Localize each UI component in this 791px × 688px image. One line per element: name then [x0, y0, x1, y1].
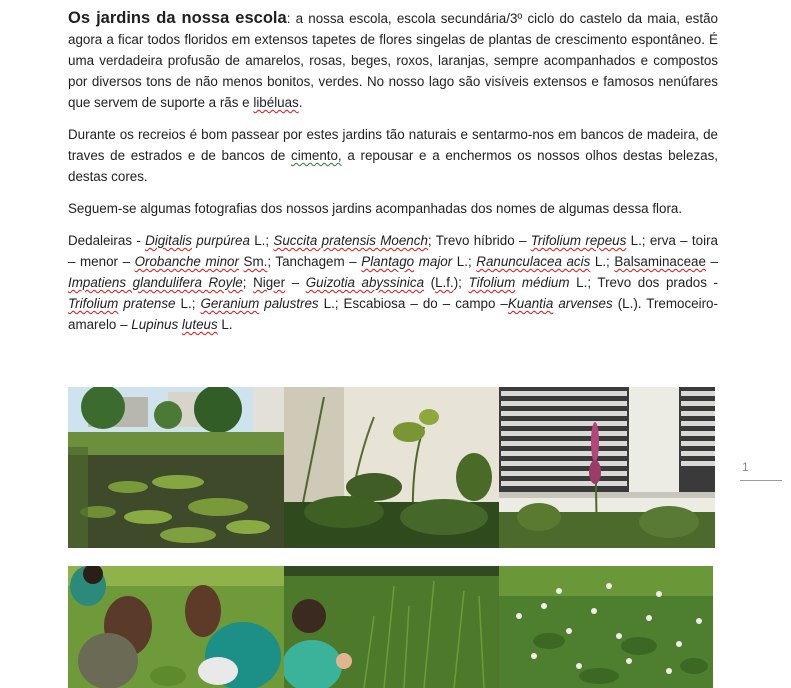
text-run: libéluas [253, 95, 299, 110]
text-run: L.; [175, 296, 201, 311]
text-run: palustres [264, 296, 319, 311]
text-run: . [298, 95, 303, 110]
text-run: ; [242, 275, 254, 290]
page-number-rule [740, 480, 782, 481]
text-run: major [418, 254, 453, 269]
text-run: Sm. [243, 254, 268, 269]
text-run: L. [217, 317, 233, 332]
article-title: Os jardins da nossa escola [68, 9, 287, 27]
text-run: Balsaminaceae [614, 254, 706, 269]
text-run: – [285, 275, 306, 290]
text-run: L.f. [435, 275, 454, 290]
paragraph-flora-list [68, 230, 718, 335]
paragraph-intro [68, 8, 718, 113]
text-run: Plantago [361, 254, 415, 269]
text-run: : a nossa escola, escola secundária/3º ciclo do castelo da maia, estão agora a ficar todos floridos em extensos tapetes de flores singelas de plantas de crescimento espontâneo. É uma verdadeira profusão de amarelos, rosas, beges, roxos, laranjas, sempre acompanhados e compostos por diversos tons de não menos bonitos, verdes. No nosso lago são visíveis extensos e famosos nenúfares que servem de suporte a rãs e [68, 11, 718, 110]
text-run [515, 275, 522, 290]
text-run: purpúrea [196, 233, 250, 248]
text-run: Orobanche minor [134, 254, 239, 269]
students-photo [68, 566, 284, 688]
text-run: Succita pratensis Moench [273, 233, 428, 248]
text-run: L.; Escabiosa – do – campo – [318, 296, 508, 311]
text-run: Trifolium repeus [530, 233, 627, 248]
text-run: médium [521, 275, 570, 290]
text-run: ; Tanchagem – [267, 254, 362, 269]
text-run: L.; Trevo dos prados - [569, 275, 718, 290]
text-run: pratense [123, 296, 176, 311]
text-run: Niger [253, 275, 286, 290]
text-run: (L.). Tremoceiro-amarelo – [68, 296, 718, 332]
text-run: L.; [452, 254, 477, 269]
text-run: ; Trevo híbrido – [427, 233, 531, 248]
text-run: Durante os recreios é bom passear por estes jardins tão naturais e sentarmo-nos em bancos de madeira, de traves de estrados e de bancos de [68, 127, 718, 163]
text-run: cimento, [291, 148, 342, 163]
page-number: 1 [742, 460, 749, 474]
wall-plants-photo [284, 387, 499, 548]
text-run: Impatiens glandulifera Royle [68, 275, 243, 290]
paragraph-recreios [68, 124, 718, 187]
text-run: Tifolium [468, 275, 516, 290]
text-run: arvenses [558, 296, 613, 311]
body-text [68, 8, 718, 346]
text-run: – [705, 254, 718, 269]
text-run: Ranunculacea acis [476, 254, 591, 269]
text-run: ); [453, 275, 469, 290]
foxglove-window-photo [499, 387, 715, 548]
text-run: Geranium [200, 296, 260, 311]
pond-photo [68, 387, 284, 548]
text-run: L.; [590, 254, 615, 269]
paragraph-fotografias [68, 198, 718, 219]
text-run: Trifolium [68, 296, 119, 311]
text-run: a repousar e a enchermos os nossos olhos destas belezas, destas cores. [68, 148, 718, 184]
text-run: Seguem-se algumas fotografias dos nossos jardins acompanhadas dos nomes de algumas dessa flora. [68, 201, 683, 216]
text-run: L.; [249, 233, 274, 248]
text-run: Digitalis [145, 233, 192, 248]
text-run: L.; erva – toira – menor – [68, 233, 718, 269]
text-run: ( [424, 275, 436, 290]
text-run: Guizotia abyssinica [305, 275, 425, 290]
boy-grass-photo [284, 566, 499, 688]
text-run: luteus [181, 317, 218, 332]
clover-photo [499, 566, 713, 688]
text-run: Dedaleiras - [68, 233, 146, 248]
text-run: Kuantia [507, 296, 554, 311]
text-run: Lupinus [131, 317, 179, 332]
